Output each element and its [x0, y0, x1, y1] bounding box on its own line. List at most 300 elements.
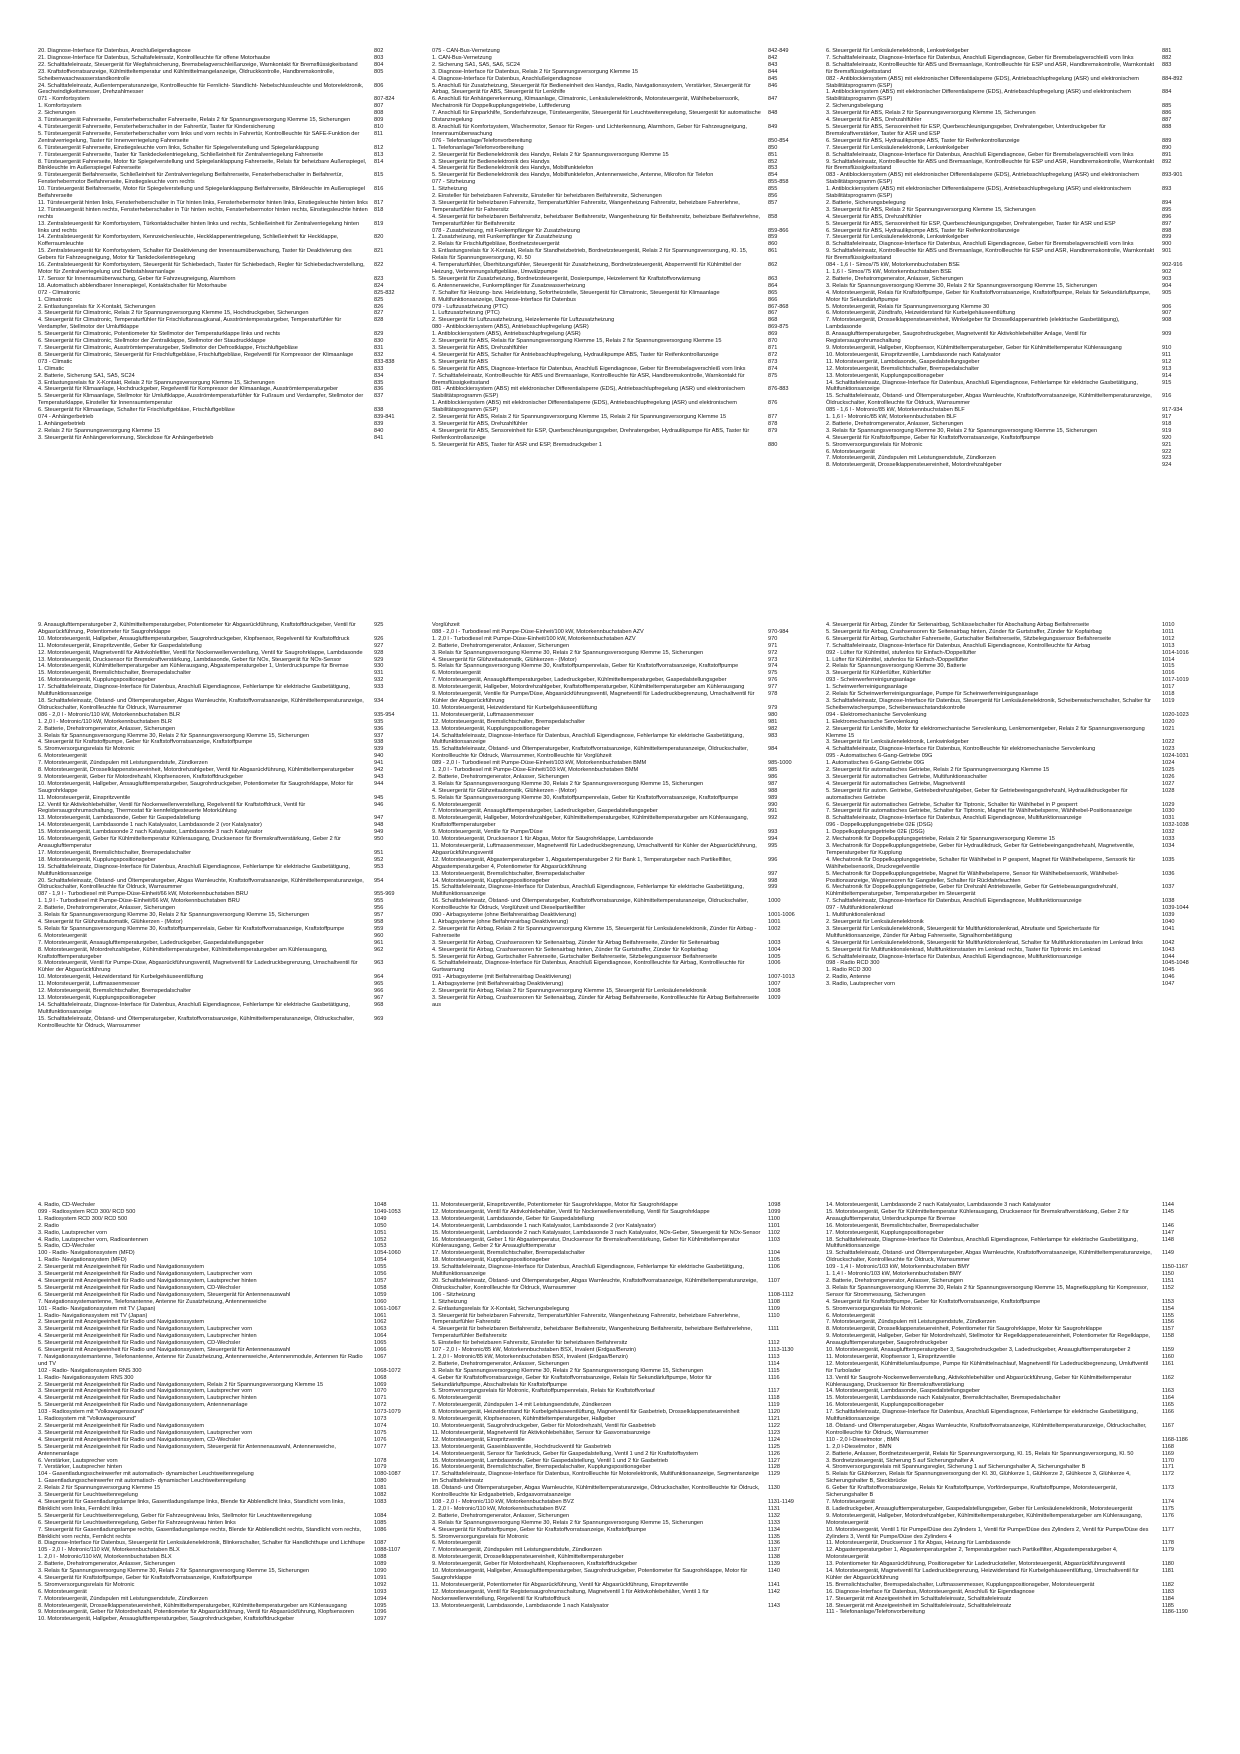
- index-entry: [432, 110, 812, 124]
- index-entry-page: 927: [374, 642, 384, 649]
- index-entry-page: 905: [1162, 289, 1172, 296]
- index-entry-title: 8. Motorsteuergerät, Hallgeber, Motordrehzahlgeber, Kühlmitteltemperaturgeber, Kühlmitteltemperaturgeber am Kühlerausgang, Kraftstofftemperaturgeber: [432, 815, 749, 829]
- index-entry-page: 1026: [1162, 773, 1175, 780]
- index-entry-title: 15. Motorsteuergerät, Lambdasonde nach Katalysator, Bremslichtschalter, Bremspedalschalter: [826, 1395, 1061, 1402]
- index-entry-page: 860: [768, 241, 778, 248]
- index-entry: [826, 1285, 1206, 1299]
- index-entry-title: 1. Antiblockiersystem (ABS) mit elektronischer Differentialsperre (EDS), Antriebsschlupfregelung (ASR) und elektronischem Stabilitätsprogramm (ESP): [826, 186, 1131, 200]
- index-entry-title: 3. Entlastungsrelais für X-Kontakt, Relais 2 für Spannungsversorgung Klemme 15, Sicherungen: [38, 379, 275, 386]
- index-entry: [432, 297, 812, 304]
- index-entry-title: 5. Anschluß für Zusatzheizung, Steuergerät für Bedieneinheit des Handys, Radio, Navigationssystem, Verstärker, Steuergerät für Airbag, Steuergerät für ABS, Steuergerät für Lenkhilfe: [432, 82, 751, 96]
- index-entry: [432, 1416, 812, 1423]
- index-entry-title: 7. Steuergerät für Lenksäulenelektronik, Lenkwinkelgeber: [826, 234, 969, 241]
- index-entry-title: 3. Steuergerät für automatisches Getriebe, Multifunktionsschalter: [826, 773, 988, 780]
- index-entry: [826, 186, 1206, 200]
- index-entry: [826, 124, 1206, 138]
- index-entry-title: 4. Steuergerät mit Anzeigeeinheit für Radio und Navigationssystem, Lautsprecher hinten: [38, 1395, 257, 1402]
- index-entry: [38, 1382, 418, 1389]
- index-entry: [38, 1230, 418, 1237]
- index-entry-title: 10. Motorsteuergerät, Hallgeber, Ansauglufttemperaturgeber, Saugrohrdruckgeber, Klopfsensor, Regelventil für Kraftstoffdruck: [38, 635, 350, 642]
- index-entry: [38, 1340, 418, 1347]
- index-entry-title: 1. 2,0 l - Turbodiesel mit Pumpe-Düse-Einheit/103 kW, Motorkennbuchstaben BMM: [432, 767, 639, 774]
- index-entry: [38, 1223, 418, 1230]
- index-entry: [826, 345, 1206, 352]
- index-entry-page: 934: [374, 697, 384, 704]
- index-entry-page: 1045: [1162, 967, 1175, 974]
- index-entry: [432, 781, 812, 788]
- index-entry-title: 5. Relais für Glühkerzen, Relais für Spannungsversorgung der Kl. 30, Glühkerze 1, Glühkerze 2, Glühkerze 3, Glühkerze 4, Sicherungshalter B, Steckbrücke: [826, 1471, 1131, 1485]
- index-entry: [826, 781, 1206, 788]
- index-entry-title: 4. Steuergerät für Lenksäulenelektronik, Steuergerät für Multifunktionslenkrad, Schalter für Multifunktionstasten im Lenkrad links: [826, 939, 1143, 946]
- index-entry: [432, 1444, 812, 1451]
- index-entry: [432, 1230, 812, 1237]
- index-entry-title: 5. Einsteller für beheizbaren Fahrersitz, Einsteller für beheizbaren Beifahrersitz: [432, 1340, 628, 1347]
- index-entry-page: 1135: [768, 1533, 781, 1540]
- index-entry-page: 1117: [768, 1388, 780, 1395]
- index-entry-page: 980: [768, 711, 778, 718]
- index-entry: [432, 995, 812, 1009]
- index-entry: [432, 76, 812, 83]
- index-entry-page: 1080-1087: [374, 1471, 401, 1478]
- index-entry: [38, 1478, 418, 1485]
- index-entry-page: 1030: [1162, 808, 1175, 815]
- index-entry-title: 2. Steuergerät mit Anzeigeeinheit für Radio und Navigationssystem: [38, 1423, 205, 1429]
- index-entry-title: 5. Relais für Spannungsversorgung Klemme 30, Kraftstoffpumpenrelais, Geber für Kraftstoffvorratsanzeige, Kraftstoffpumpe: [432, 663, 739, 670]
- index-entry-page: 938: [374, 739, 384, 746]
- index-entry-title: 3. Steuergerät für Airbag, Crashsensoren für Seitenairbag, Zünder für Airbag Beifahrerseite, Kontrollleuchte für Airbag Beifahrerseite aus: [432, 994, 760, 1008]
- index-entry-title: 6. Steuergerät für Lenksäulenelektronik, Lenkwinkelgeber: [826, 48, 969, 54]
- index-entry-title: 2. Steuergerät für automatisches Getriebe, Relais 2 für Spannungsversorgung Klemme 15: [826, 767, 1050, 774]
- index-entry: [826, 304, 1206, 311]
- index-entry-page: 826: [374, 303, 384, 310]
- index-entry-title: 13. Motorsteuergerät, Kupplungspositionsgeber: [38, 994, 156, 1001]
- index-entry-title: 4. Stromversorgungsrelais mit Spannungsregler, Sicherung 1 auf Sicherungshalter A, Sicherungshalter B: [826, 1464, 1086, 1471]
- index-entry: [826, 1223, 1206, 1230]
- index-entry: [826, 1333, 1206, 1347]
- index-entry-title: 5. Steuergerät für Klimaanlage, Stellmotor für Umluftklappe, Ausströmtemperaturfühler für Fußraum und Verdampfer, Stellmotor der Temperaturklappe, Einsteller für Innenraumtemperatur: [38, 393, 364, 407]
- index-entry: [432, 124, 812, 138]
- index-entry-title: 8. Motorsteuergerät, Drosselklappensteuereinheit, Kühlmitteltemperaturgeber, Kühlmitteltemperaturgeber am Kühlerausgang: [38, 1602, 347, 1609]
- index-entry: [432, 1513, 812, 1520]
- index-entry-title: 9. Motorsteuergerät, Geber für Motordrehzahl, Klopfsensoren, Kraftstoffdruckgeber: [38, 773, 244, 780]
- index-entry-page: 867: [768, 310, 778, 317]
- index-entry-page: 837: [374, 393, 384, 400]
- index-entry-page: 834: [374, 372, 384, 379]
- index-entry-title: 1. Elektromechanische Servolenkung: [826, 718, 919, 725]
- index-entry-title: 6. Steuergerät für ABS, Diagnose-Interface für Datenbus, Anschluß Eigendiagnose, Geber für Bremsbelagverschleiß vorn links: [432, 365, 746, 372]
- index-entry-page: 1134: [768, 1526, 781, 1533]
- index-entry-title: 085 - 1,6 l - Motronic/85 kW, Motorkennbuchstaben BLF: [826, 407, 965, 414]
- index-entry-page: 1105: [768, 1257, 781, 1264]
- index-entry-page: 985-1000: [768, 760, 792, 767]
- index-entry: [38, 55, 418, 62]
- index-entry: [826, 207, 1206, 214]
- index-entry-page: 1157: [1162, 1326, 1175, 1333]
- index-entry: [826, 55, 1206, 62]
- index-entry: [38, 650, 418, 657]
- index-entry: [38, 898, 418, 905]
- index-entry-title: 2. Batterie, Drehstromgenerator, Anlasser, Sicherungen: [38, 725, 176, 732]
- index-entry-page: 965: [374, 981, 384, 988]
- index-entry-title: 20. Schalttafeleinsatz, Ölstand- und Öltemperaturgeber, Abgas Warnleuchte, Kraftstoffvorratsanzeige, Kühlmitteltemperaturanzeige, Öldruckschalter, Kontrollleuchte für Öldruck, Warnsummer: [432, 1277, 758, 1291]
- index-entry-page: 825: [374, 296, 384, 303]
- index-entry-title: 18. Schalttafeleinsatz, Ölstand- und Öltemperaturgeber, Abgas Warnleuchte, Kraftstoffvorratsanzeige, Kühlmitteltemperaturanzeige, Öldruckschalter, Kontrollleuchte für Öldruck, Warnsummer: [38, 697, 364, 711]
- index-entry: [38, 186, 418, 200]
- index-entry: [38, 276, 418, 283]
- index-entry-page: 839-841: [374, 414, 395, 421]
- index-entry-title: 096 - Doppelkupplungsgetriebe 02E (DSG): [826, 822, 933, 829]
- index-entry: [826, 366, 1206, 373]
- index-entry: [432, 1458, 812, 1465]
- index-entry-title: 1. Radiosystem mit "Volkswagensound": [38, 1416, 137, 1423]
- index-entry-title: 7. Anschluß für Einparkhilfe, Sonderfahrzeuge, Türsteuergeräte, Steuergerät für Leuchtweitenregelung, Steuergerät für automatische Distanzregelung: [432, 110, 761, 124]
- index-entry-title: 16. Motorsteuergerät, Bremslichtschalter, Bremspedalschalter, Kupplungspositionsgeber: [432, 1464, 651, 1471]
- index-entry: [38, 317, 418, 331]
- index-entry-page: 1018: [1162, 691, 1175, 698]
- index-entry-title: 3. Schalttafeleinsatz, Diagnose-Interface für Datenbus, Steuergerät für Lenksäulenelektronik, Scheibenwischerschalter, Schalter für Scheibenwischerpumpe, Scheibenwaschstandskontrolle: [826, 697, 1151, 711]
- index-entry-page: 808: [374, 110, 384, 117]
- index-entry-page: 973: [768, 656, 778, 663]
- index-entry-page: 888: [1162, 123, 1172, 130]
- index-entry-page: 991: [768, 808, 778, 815]
- index-entry-title: 5. Relais für Spannungsversorgung Klemme 30, Kraftstoffpumpenrelais, Geber für Kraftstoffvorratsanzeige, Kraftstoffpumpe: [432, 794, 739, 801]
- index-entry-title: 18. Steuergerät mit Anzeigeeinheit im Schalttafeleinsatz, Schalttafeleinsatz: [826, 1602, 1012, 1609]
- index-entry-page: 1156: [1162, 1319, 1175, 1326]
- index-entry: [826, 940, 1206, 947]
- index-entry: [826, 1354, 1206, 1361]
- index-entry: [432, 733, 812, 747]
- index-entry-page: 1183: [1162, 1588, 1175, 1595]
- index-entry-page: 900: [1162, 241, 1172, 248]
- index-entry-page: 871: [768, 344, 778, 351]
- index-entry-page: 877: [768, 414, 778, 421]
- index-entry-title: 094 - Elektromechanische Servolenkung: [826, 711, 927, 718]
- index-entry-page: 885: [1162, 103, 1172, 110]
- index-entry: [38, 359, 418, 366]
- index-entry-page: 1073: [374, 1416, 387, 1423]
- index-entry-page: 906: [1162, 303, 1172, 310]
- index-entry: [826, 1299, 1206, 1306]
- index-entry-title: 7. Motorsteuergerät, Ansauglufttemperaturgeber, Ladedruckgeber, Gaspedalstellungsgeber: [432, 808, 658, 815]
- index-entry: [38, 414, 418, 421]
- index-entry: [432, 186, 812, 193]
- index-column: [432, 1202, 812, 1623]
- index-entry: [38, 753, 418, 760]
- index-entry: [826, 290, 1206, 304]
- index-entry-page: 1108: [768, 1298, 781, 1305]
- index-entry: [38, 767, 418, 774]
- index-entry: [38, 290, 418, 297]
- index-entry-title: 108 - 2,0 l - Motronic/110 kW, Motorkennbuchstaben BVZ: [432, 1498, 574, 1505]
- index-entry-page: 1167: [1162, 1423, 1175, 1429]
- index-entry-page: 868: [768, 317, 778, 324]
- index-entry-page: 1107: [768, 1277, 781, 1284]
- index-entry-title: 18. Schalttafeleinsatz, Diagnose-Interface für Datenbus, Anschluß Eigendiagnose, Fehlerlampe für elektrische Gasbetätigung, Multifunktionsanzeige: [826, 1236, 1138, 1250]
- index-entry-page: 951: [374, 849, 384, 856]
- index-band-3: [38, 1202, 1206, 1623]
- index-entry-title: 8. Schalttafeleinsatz, Diagnose-Interface für Datenbus, Anschluß Eigendiagnose, Geber für Bremsbelagverschleiß vorn links: [826, 241, 1134, 248]
- index-entry-title: 18. Ölstand- und Öltemperaturgeber, Abgas Warnleuchte, Kühlmitteltemperaturanzeige, Öldruckschalter, Kontrollleuchte für Öldruck, Kontrollleuchte für Erdgasbetrieb, Erdgasvorratsanzeige: [432, 1485, 760, 1499]
- index-entry-page: 1141: [768, 1581, 781, 1588]
- index-entry-page: 1054-1060: [374, 1250, 401, 1257]
- index-entry-page: 1179: [1162, 1547, 1175, 1554]
- index-entry-page: 879: [768, 427, 778, 434]
- index-entry: [38, 733, 418, 740]
- index-entry-title: 16. Motorsteuergerät, Kupplungspositionsgeber: [826, 1402, 944, 1409]
- index-entry: [432, 193, 812, 200]
- index-entry-title: 2. Relais 2 für Spannungsversorgung Klemme 15: [38, 1485, 161, 1492]
- index-entry: [432, 712, 812, 719]
- index-entry-page: 883: [1162, 61, 1172, 68]
- index-entry-title: 16. Motorsteuergerät, Geber für Kühlmitteltemperatur Kühlerausgang, Drucksensor für Bremskraftverstärkung, Geber 2 für Ansauglufttemperatur: [38, 836, 341, 849]
- index-entry: [826, 898, 1206, 905]
- index-entry-title: 12. Türsteuergerät hinten rechts, Fensterheberschalter in Tür hinten rechts, Fensterhebermotor hinten rechts, Einstiegsleuchte hinten rechts: [38, 206, 368, 220]
- index-entry: [432, 338, 812, 345]
- index-entry: [826, 1264, 1206, 1271]
- index-entry-title: 4. Geber für Kraftstoffvorratsanzeige, Geber für Kraftstoffvorratsanzeige, Relais für Sekundärluftpumpe, Motor für Sekundärluftpumpe, Abschaltrelais für Kraftstoffpumpe: [432, 1374, 712, 1388]
- index-entry-page: 853: [768, 165, 778, 172]
- index-entry: [826, 767, 1206, 774]
- index-entry-page: 898: [1162, 227, 1172, 234]
- index-entry: [432, 352, 812, 359]
- index-entry-page: 1061-1067: [374, 1305, 401, 1312]
- index-entry-page: 1161: [1162, 1360, 1175, 1367]
- index-entry-page: 820: [374, 234, 384, 241]
- index-entry-page: 1127: [768, 1457, 781, 1464]
- index-entry: [38, 815, 418, 822]
- index-entry-title: 5. Steuergerät mit Anzeigeeinheit für Radio und Navigationssystem, CD-Wechsler: [38, 1284, 241, 1291]
- index-entry-page: 1071: [374, 1395, 387, 1402]
- index-entry: [38, 988, 418, 995]
- index-entry-page: 974: [768, 663, 778, 670]
- index-entry: [38, 248, 418, 262]
- index-entry-page: 1168: [1162, 1443, 1175, 1450]
- index-entry-page: 1129: [768, 1471, 781, 1478]
- index-entry-page: 897: [1162, 220, 1172, 227]
- index-entry-title: 11. Türsteuergerät hinten links, Fensterheberschalter in Tür hinten links, Fensterhebermotor hinten links, Einstiegsleuchte hinten links: [38, 199, 368, 206]
- index-entry-title: 6. Steuergerät für automatisches Getriebe, Schalter für Tiptronic, Schalter für Wählhebel in P gesperrt: [826, 801, 1078, 808]
- index-entry-title: 19. Schalttafeleinsatz, Diagnose-Interface für Datenbus, Anschluß Eigendiagnose, Fehlerlampe für elektrische Gasbetätigung, Multifunktionsanzeige: [38, 863, 350, 877]
- index-entry-title: 1. 2,0 l-Dieselmotor , BMN: [826, 1443, 892, 1450]
- index-entry: [432, 1395, 812, 1402]
- index-entry-page: 831: [374, 344, 384, 351]
- index-entry-title: 079 - Luftzusatzheizung (PTC): [432, 303, 508, 310]
- index-entry-page: 1049: [374, 1215, 387, 1222]
- index-entry-page: 880: [768, 441, 778, 448]
- index-entry: [432, 1237, 812, 1251]
- index-entry-title: 11. Motorsteuergerät, Einspritzventile: [38, 794, 131, 801]
- index-entry: [38, 428, 418, 435]
- index-entry: [432, 1499, 812, 1506]
- index-entry-title: 14. Motorsteuergerät, Kühlmitteltemperaturgeber am Kühlerausgang, Abgastemperaturgeber 1, Unterdruckpumpe für Bremse: [38, 663, 349, 670]
- index-entry-page: 1088: [374, 1554, 387, 1561]
- index-entry: [432, 1506, 812, 1513]
- index-entry-title: 1. Airbagsysteme (ohne Beifahrerairbag Deaktivierung): [432, 918, 569, 925]
- index-entry-title: 11. Motorsteuergerät, Magnetventil für Aktivkohlebehälter, Sensor für Gasvorratsanzeige: [432, 1429, 651, 1436]
- index-entry: [38, 1257, 418, 1264]
- index-entry-title: 3. Steuergerät für ABS, Drehzahlfühler: [432, 344, 528, 351]
- index-entry-page: 849: [768, 123, 778, 130]
- index-entry-page: 996: [768, 856, 778, 863]
- index-entry-title: 3. Mechatronik für Doppelkupplungsgetriebe, Geber für Hydraulikdruck, Geber für Getriebeeingangsdrehzahl, Magnetventile, Temperaturgeber für Kupplung: [826, 843, 1135, 856]
- index-entry: [826, 802, 1206, 809]
- index-entry-page: 892: [1162, 158, 1172, 165]
- index-entry: [432, 1340, 812, 1347]
- index-entry-title: 4. Steuergerät für Kraftstoffpumpe, Geber für Kraftstoffvorratsanzeige, Kraftstoffpumpe: [38, 739, 253, 746]
- index-entry: [432, 1430, 812, 1437]
- index-entry-page: 918: [1162, 420, 1172, 427]
- index-entry: [826, 822, 1206, 829]
- index-entry-title: 4. Radio, CD-Wechsler: [38, 1202, 96, 1208]
- index-entry: [432, 1471, 812, 1485]
- index-entry-title: 092 - Lüfter für Kühlmittel, stufenlos für Einfach-/Doppellüfter: [826, 649, 977, 656]
- index-entry-title: 7. Motorsteuergerät, Zündspulen mit Leistungsendstufe, Zündkerzen: [38, 1595, 208, 1602]
- index-entry-title: 7. Schalter für Heizung- bzw. Heizleistung, Sofortheizstelle, Steuergerät für Climatronic, Steuergerät für Klimaanlage: [432, 289, 720, 296]
- index-entry: [432, 96, 812, 110]
- index-entry-page: 999: [768, 884, 778, 891]
- index-entry-page: 1143: [768, 1602, 781, 1609]
- index-entry-title: 13. Potentiometer für Abgasrückführung, Positionsgeber für Ladedrucksteller, Motorsteuergerät, Abgasrückführungsventil: [826, 1561, 1126, 1568]
- index-entry-title: 5. Steuergerät für Airbag, Crashsensoren für Seitenairbag hinten, Zünder für Gurtstraffer, Zünder für Kopfairbag: [826, 628, 1102, 635]
- index-entry-title: 8. Türsteuergerät Fahrerseite, Motor für Spiegelverstellung und Spiegelanklappung Fahrerseite, Relais für beheizbare Außenspiegel, Blinkleuchte im Außenspiegel Fahrerseite: [38, 158, 367, 172]
- index-entry-title: 1. 2,0 l - Motronic/85 kW, Motorkennbuchstaben BSX, Invalent (Erdgas/Benzin): [432, 1353, 628, 1360]
- index-entry-page: 908: [1162, 317, 1172, 324]
- index-entry-title: 080 - Antiblockiersystem (ABS), Antriebsschlupfregelung (ASR): [432, 324, 589, 331]
- index-entry-page: 1064: [374, 1333, 387, 1340]
- index-entry-title: 9. Schalttafeleinsatz, Kontrollleuchte für ABS und Bremsanlage, Kontrollleuchte für ESP und ASR, Handbremskontrolle, Warnkontakt für Bremsflüssigkeitsstand: [826, 158, 1155, 172]
- index-entry: [826, 1464, 1206, 1471]
- index-entry-page: 1101: [768, 1222, 781, 1229]
- index-entry: [826, 421, 1206, 428]
- index-entry: [826, 228, 1206, 235]
- index-entry-page: 968: [374, 1001, 384, 1008]
- index-entry-title: 1. Antiblockiersystem (ABS) mit elektronischer Differentialsperre (EDS), Antriebsschlupfregelung (ASR) und elektronischem Stabilitätsprogramm (ESP): [826, 89, 1131, 103]
- index-entry-title: 3. Entlastungsrelais für X-Kontakt, Relais für Standheizbetrieb, Bordnetzsteuergerät, Relais 2 für Spannungsversorgung, Kl. 15, Relais für Spannungsversorgung, Kl. 50: [432, 248, 748, 262]
- index-entry-page: 828: [374, 317, 384, 324]
- index-entry-page: 1109: [768, 1305, 781, 1312]
- index-entry-page: 1007: [768, 981, 781, 988]
- index-entry-page: 932: [374, 677, 384, 684]
- index-entry-title: 6. Antennenweiche, Funkempfänger für Zusatzwasserheizung: [432, 282, 586, 289]
- index-entry: [432, 802, 812, 809]
- index-entry-page: 824: [374, 282, 384, 289]
- index-entry-page: 893: [1162, 186, 1172, 193]
- index-entry-title: 6. Steuergerät für Leuchtweitenregelung, Geber für Fahrzeugniveau hinten links: [38, 1519, 236, 1526]
- index-entry-title: 075 - CAN-Bus-Vernetzung: [432, 48, 500, 54]
- index-entry: [826, 954, 1206, 961]
- index-entry: [38, 103, 418, 110]
- index-entry-title: 13. Motorsteuergerät, Lambdasonde, Lambdasonde 1 nach Katalysator: [432, 1602, 609, 1609]
- index-entry-page: 845: [768, 75, 778, 82]
- index-entry-page: 917: [1162, 414, 1172, 421]
- index-entry-title: 095 - Automatisches 6-Gang-Getriebe 09G: [826, 753, 933, 760]
- index-entry: [38, 1313, 418, 1320]
- index-entry-title: 5. Steuergerät für Climatronic, Potentiometer für Stellmotor der Temperaturklappe links und rechts: [38, 331, 281, 338]
- index-entry: [432, 1437, 812, 1444]
- index-entry-title: 4. Schalttafeleinsatz, Diagnose-Interface für Datenbus, Kontrollleuchte für elektromechanische Servolenkung: [826, 746, 1096, 753]
- index-entry: [38, 974, 418, 981]
- index-entry-title: 3. Radio, Lautsprecher vorn: [826, 981, 896, 988]
- index-entry-title: 3. Steuergerät für Bedienelektronik des Handys: [432, 158, 550, 165]
- index-entry-page: 1147: [1162, 1229, 1175, 1236]
- index-entry: [432, 138, 812, 145]
- index-entry: [38, 1499, 418, 1513]
- index-column: [38, 48, 418, 469]
- index-entry-page: 1145: [1162, 1208, 1175, 1215]
- index-entry: [38, 407, 418, 414]
- index-entry: [432, 304, 812, 311]
- index-entry-page: 912: [1162, 358, 1172, 365]
- index-entry-title: 074 - Anhängerbetrieb: [38, 414, 94, 421]
- index-entry: [38, 283, 418, 290]
- index-entry-page: 1002: [768, 925, 781, 932]
- index-entry-page: 936: [374, 725, 384, 732]
- index-entry-title: 2. Batterie, Drehstromgenerator, Anlasser, Sicherungen: [432, 1360, 570, 1367]
- index-entry-title: 17. Motorsteuergerät, Kupplungspositionsgeber: [826, 1229, 944, 1236]
- index-entry-page: 865: [768, 289, 778, 296]
- index-entry-page: 832: [374, 351, 384, 358]
- index-entry: [38, 1416, 418, 1423]
- index-entry: [432, 1547, 812, 1554]
- index-entry-title: 4. Steuergerät für Kraftstoffpumpe, Geber für Kraftstoffvorratsanzeige, Kraftstoffpumpe: [432, 1526, 647, 1533]
- index-entry: [826, 926, 1206, 940]
- index-entry-page: 816: [374, 186, 384, 193]
- index-entry-page: 1044: [1162, 953, 1175, 960]
- index-entry: [38, 878, 418, 892]
- index-entry-page: 869-875: [768, 324, 789, 331]
- index-entry: [432, 1209, 812, 1216]
- index-entry-title: 15. Schalttafeleinsatz, Ölstand- und Öltemperaturgeber, Kraftstoffvorratsanzeige, Kühlmitteltemperaturanzeige, Öldruckschalter, Kontrollleuchte für Öldruck, Warnsummer, Kontrollleuchte für Vorglühzeit: [432, 746, 749, 760]
- index-entry: [826, 317, 1206, 331]
- index-entry: [432, 310, 812, 317]
- index-entry: [826, 89, 1206, 103]
- index-entry: [826, 380, 1206, 394]
- index-entry-title: 1. Zusatzheizung, mit Funkempfänger für Zusatzheizung: [432, 234, 572, 241]
- index-entry-page: 878: [768, 420, 778, 427]
- index-entry-title: 4. Steuergerät für Glühzeitautomatik, Glühkerzen - (Motor): [432, 787, 577, 794]
- index-entry-page: 1148: [1162, 1236, 1175, 1243]
- index-entry: [432, 1568, 812, 1582]
- index-entry: [38, 207, 418, 221]
- index-entry: [826, 1582, 1206, 1589]
- index-entry: [38, 1292, 418, 1299]
- index-entry-title: 2. Steuergerät mit Anzeigeeinheit für Radio und Navigationssystem: [38, 1264, 205, 1271]
- index-entry-page: 846: [768, 82, 778, 89]
- index-entry-title: 17. Schalttafeleinsatz, Diagnose-Interface für Datenbus, Kontrollleuchte für Motorelektronik, Multifunktionsanzeige, Segmentanzeige im Schalttafeleinsatz: [432, 1471, 760, 1485]
- index-entry: [38, 1299, 418, 1306]
- index-entry: [38, 940, 418, 947]
- index-entry-page: 1110: [768, 1312, 780, 1319]
- index-entry: [826, 871, 1206, 885]
- index-entry: [38, 1527, 418, 1541]
- index-entry: [432, 974, 812, 981]
- index-entry: [826, 428, 1206, 435]
- index-entry-title: 2. Steuergerät für ABS, Relais 2 für Spannungsversorgung Klemme 15, Relais 2 für Spannungsversorgung Klemme 15: [432, 414, 727, 421]
- index-entry-title: 4. Mechatronik für Doppelkupplungsgetriebe, Schalter für Wählhebel in P gesperrt, Magnet für Wählhebelsperre, Sensorik für Wählhebelsensorik, Druckregelventile: [826, 856, 1136, 870]
- index-entry-title: 6. Anschluß für Anhängererkennung, Klimaanlage, Climatronic, Lenksäulenelektronik, Motorsteuergerät, Wählhebelsensorik, Mechatronik für Doppelkupplungsgetriebe, Luftfederung: [432, 96, 740, 110]
- index-entry-title: 3. Steuergerät mit Anzeigeeinheit für Radio und Navigationssystem, Lautsprecher vorn: [38, 1429, 253, 1436]
- index-entry-page: 1169: [1162, 1450, 1175, 1457]
- index-entry-title: 12. Motorsteuergerät, Bremslichtschalter, Bremspedalschalter: [38, 988, 191, 995]
- index-entry-title: 15. Motorsteuergerät, Lambdasonde, Geber für Gaspedalstellung, Ventil 1 und 2 für Gasbetrieb: [432, 1457, 669, 1464]
- index-entry-title: 9. Motorsteuergerät, Ventile für Pumpe/Düse: [432, 829, 543, 836]
- index-entry: [826, 643, 1206, 650]
- index-entry-title: 3. Steuergerät für Anhängererkennung, Steckdose für Anhängerbetrieb: [38, 434, 214, 441]
- index-entry: [826, 657, 1206, 664]
- index-entry-page: 1058: [374, 1284, 387, 1291]
- index-entry: [38, 746, 418, 753]
- index-entry: [826, 1603, 1206, 1610]
